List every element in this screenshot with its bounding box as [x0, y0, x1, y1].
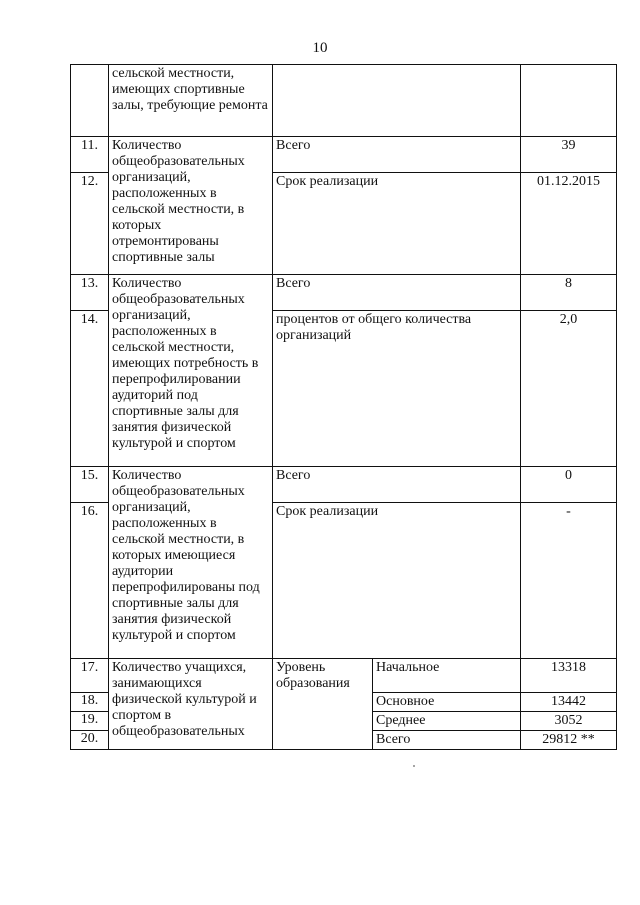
indicator-description: Количество учащихся, занимающихся физической культурой и спортом в общеобразовательных [109, 659, 273, 750]
education-level-label: Уровень образования [273, 659, 373, 750]
row-number: 17. [71, 659, 109, 693]
table-row [71, 137, 617, 173]
value-cell: 0 [521, 467, 617, 503]
unit-cell: Всего [273, 467, 521, 503]
row-number: 11. [71, 137, 109, 173]
row-number: 12. [71, 173, 109, 275]
unit-cell: процентов от общего количества организаций [273, 311, 521, 467]
row-number: 15. [71, 467, 109, 503]
value-cell: 2,0 [521, 311, 617, 467]
value-cell: 39 [521, 137, 617, 173]
row-number: 14. [71, 311, 109, 467]
row-number: 18. [71, 693, 109, 712]
page-number: 10 [312, 40, 328, 56]
unit-cell: Всего [273, 137, 521, 173]
unit-cell: Срок реализации [273, 503, 521, 659]
row-number-cell [71, 65, 109, 137]
scan-speck [413, 765, 415, 767]
indicator-description: Количество общеобразовательных организаций, расположенных в сельской местности, имеющих потребность в перепрофилировании аудиторий под спортивные залы для занятия физической культурой и спортом [109, 275, 273, 467]
row-number: 13. [71, 275, 109, 311]
indicator-description: Количество общеобразовательных организаций, расположенных в сельской местности, в которых имеющиеся аудитории перепрофилированы под спортивные залы для занятия физической культурой и спортом [109, 467, 273, 659]
table-row [71, 275, 617, 311]
value-cell: 3052 [521, 712, 617, 731]
value-cell: 29812 ** [521, 731, 617, 750]
table-row [71, 659, 617, 693]
indicator-description: сельской местности, имеющих спортивные залы, требующие ремонта [109, 65, 273, 137]
table-row [71, 65, 617, 137]
row-number: 19. [71, 712, 109, 731]
indicators-table [70, 64, 617, 750]
value-cell: 8 [521, 275, 617, 311]
value-cell: 13318 [521, 659, 617, 693]
value-cell: 13442 [521, 693, 617, 712]
value-cell: - [521, 503, 617, 659]
unit-cell [273, 65, 521, 137]
table-row [71, 467, 617, 503]
row-number: 16. [71, 503, 109, 659]
unit-cell: Срок реализации [273, 173, 521, 275]
sub-category: Начальное [373, 659, 521, 693]
sub-category: Основное [373, 693, 521, 712]
indicator-description: Количество общеобразовательных организаций, расположенных в сельской местности, в которых отремонтированы спортивные залы [109, 137, 273, 275]
sub-category: Среднее [373, 712, 521, 731]
sub-category: Всего [373, 731, 521, 750]
unit-cell: Всего [273, 275, 521, 311]
value-cell: 01.12.2015 [521, 173, 617, 275]
row-number: 20. [71, 731, 109, 750]
value-cell [521, 65, 617, 137]
